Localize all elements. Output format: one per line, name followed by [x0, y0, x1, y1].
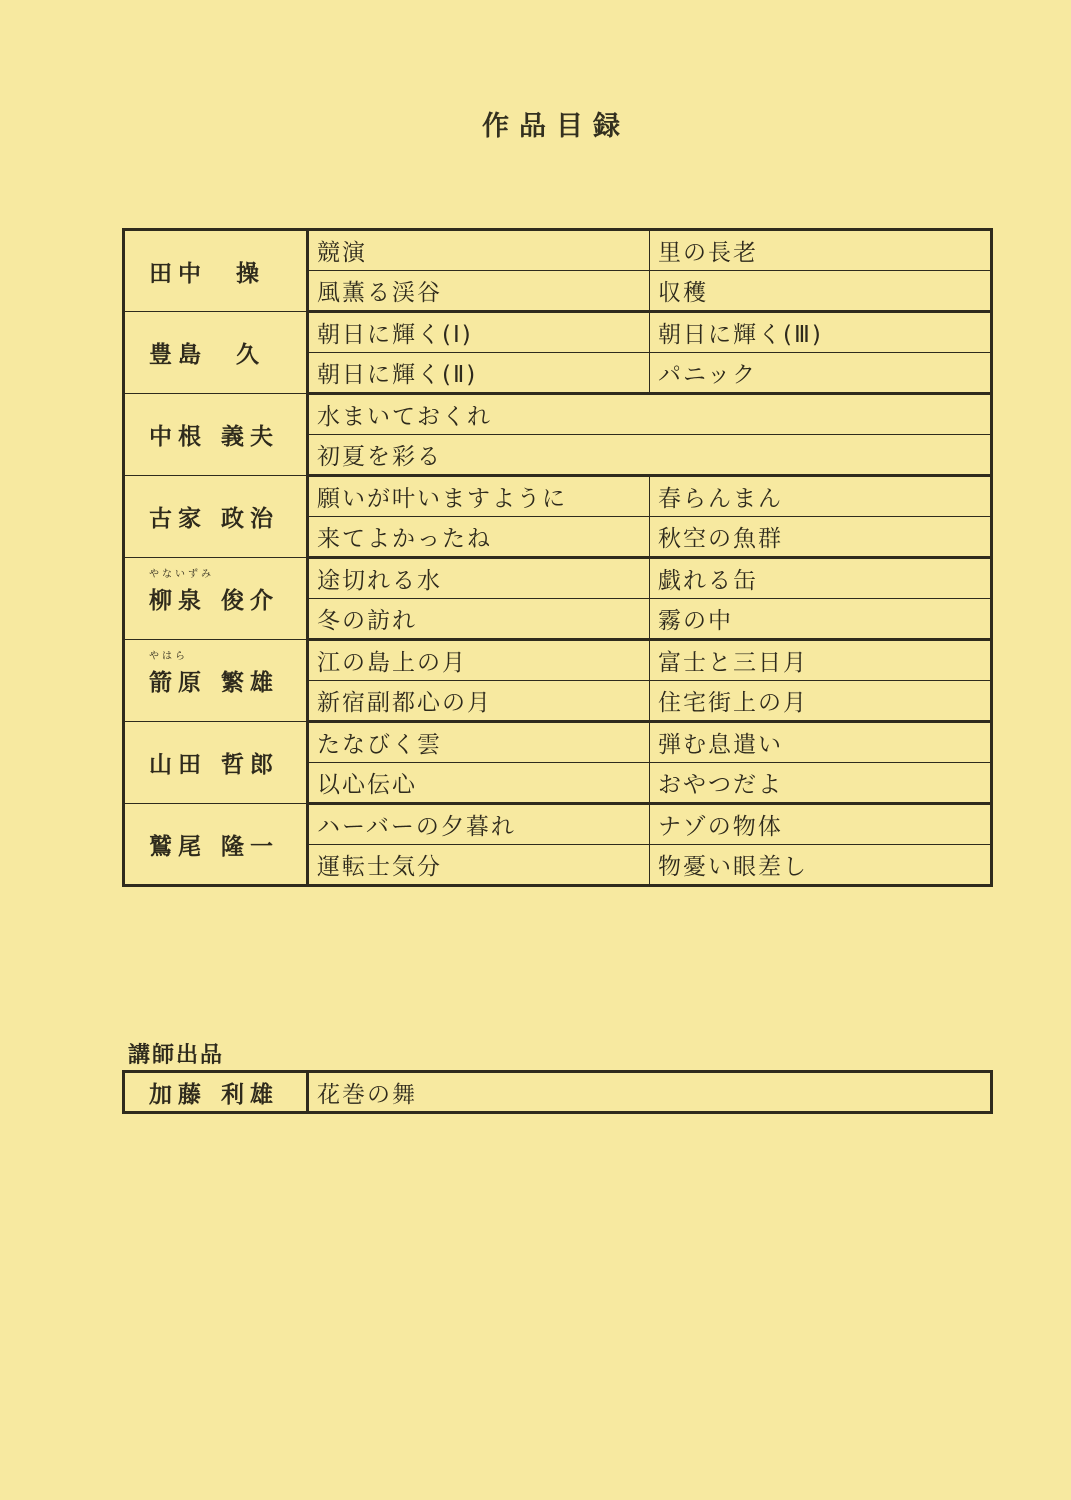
work-title: 住宅街上の月 [650, 681, 992, 722]
work-title: 朝日に輝く(Ⅰ) [308, 312, 650, 353]
work-title: 初夏を彩る [308, 435, 992, 476]
work-title: 霧の中 [650, 599, 992, 640]
work-title-cell [308, 763, 650, 804]
artist-name: 古家 政治 [124, 476, 308, 558]
work-title: 朝日に輝く(Ⅱ) [308, 353, 650, 394]
artist-name: 豊島 久 [124, 312, 308, 394]
work-title: 収穫 [650, 271, 992, 312]
work-title: 来てよかったね [308, 517, 650, 558]
work-title: 江の島上の月 [308, 640, 650, 681]
work-title: 新宿副都心の月 [308, 681, 650, 722]
work-title: 物憂い眼差し [658, 854, 808, 880]
work-title: 戯れる缶 [658, 568, 758, 594]
work-title-ruby [658, 722, 684, 725]
work-title: 途切れる水 [308, 558, 650, 599]
work-title: 里の長老 [650, 230, 992, 271]
work-title-ruby [658, 558, 697, 561]
page-title: 作品目録 [482, 111, 630, 142]
work-title: 運転士気分 [308, 845, 650, 886]
work-title: 冬の訪れ [308, 599, 650, 640]
work-title-ruby [658, 845, 697, 847]
work-title: 競演 [308, 230, 650, 271]
work-title-cell [650, 558, 992, 599]
work-title: 春らんまん [650, 476, 992, 517]
instructor-table [122, 1070, 993, 1114]
work-title: 富士と三日月 [650, 640, 992, 681]
work-title: パニック [650, 353, 992, 394]
instructor-work-title: 花巻の舞 [308, 1072, 992, 1113]
work-title: 朝日に輝く(Ⅲ) [650, 312, 992, 353]
artist-name-ruby: やないずみ [149, 569, 214, 580]
work-title: 風薫る渓谷 [308, 271, 650, 312]
artist-name: 田中 操 [124, 230, 308, 312]
artist-name: 鷲尾 隆一 [124, 804, 308, 886]
artist-name: 柳泉 俊介 [149, 588, 280, 614]
artist-name-cell [124, 558, 308, 640]
work-title: 秋空の魚群 [650, 517, 992, 558]
work-title: ハーバーの夕暮れ [308, 804, 650, 845]
instructor-name: 加藤 利雄 [124, 1072, 308, 1113]
work-title: 弾む息遣い [658, 732, 783, 758]
artist-name: 山田 哲郎 [124, 722, 308, 804]
work-title: 願いが叶いますように [308, 476, 650, 517]
artist-name-ruby: やはら [149, 651, 188, 662]
instructor-section-label: 講師出品 [128, 1043, 225, 1068]
catalog-table [122, 228, 993, 887]
artist-name: 中根 義夫 [124, 394, 308, 476]
work-title: たなびく雲 [308, 722, 650, 763]
work-title: ナゾの物体 [650, 804, 992, 845]
artist-name-cell [124, 640, 308, 722]
artist-name: 箭原 繁雄 [149, 670, 280, 696]
work-title: おやつだよ [650, 763, 992, 804]
work-title-cell [650, 845, 992, 886]
work-title-ruby [317, 763, 408, 765]
work-title: 以心伝心 [317, 772, 417, 798]
work-title-cell [650, 722, 992, 763]
work-title: 水まいておくれ [308, 394, 992, 435]
